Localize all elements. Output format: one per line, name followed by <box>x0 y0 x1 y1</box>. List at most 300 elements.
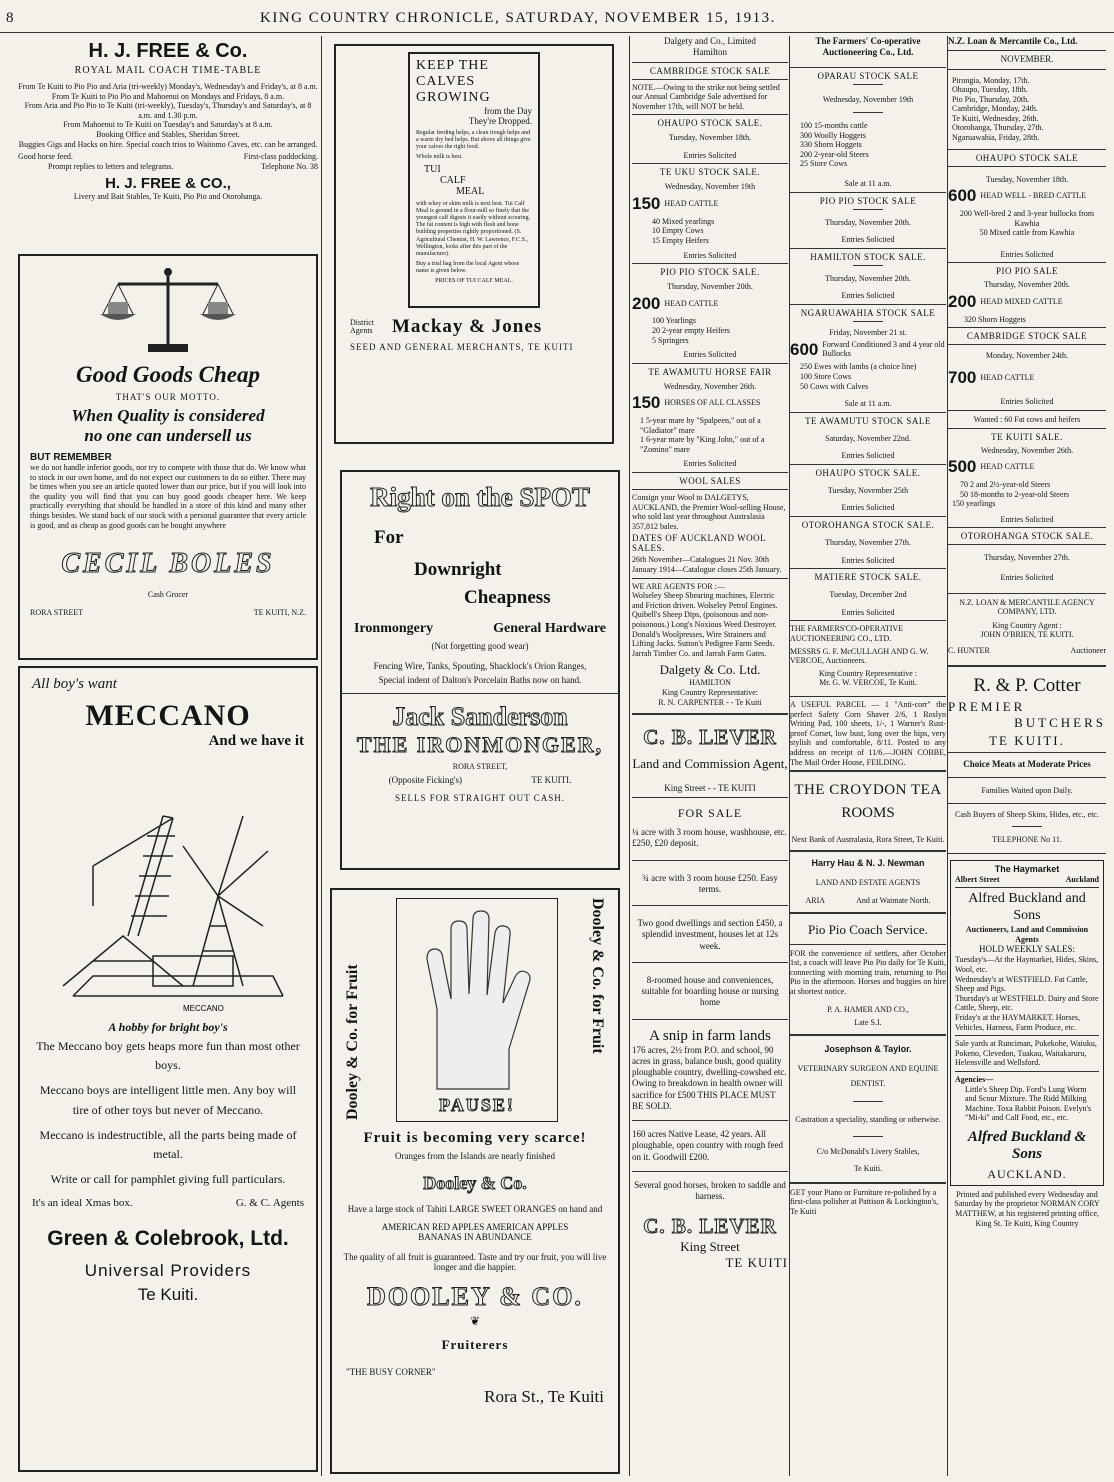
entries: Entries Solicited <box>683 150 737 160</box>
ornament: ❦ <box>469 1314 481 1328</box>
scales-icon <box>88 264 248 358</box>
town-text: TE KUITI. <box>531 775 572 785</box>
sale-date-list-item: Ohaupo, Tuesday, 18th. <box>952 85 1028 95</box>
brand: MECCANO <box>85 699 251 732</box>
sale-time: Sale at 11 a.m. <box>844 399 892 409</box>
header-rule <box>0 32 1114 33</box>
headline-line: CALVES <box>416 74 476 89</box>
stock-line: Have a large stock of Tahiti LARGE SWEET ORANGES on hand and <box>347 1204 603 1214</box>
subhead: from the Day <box>484 106 532 116</box>
head-type: Forward Conditioned 3 and 4 year old Bullocks <box>822 340 945 358</box>
entries: Entries Solicited <box>841 291 895 301</box>
entries: Entries Solicited <box>1000 249 1054 259</box>
stock-item: 1 6-year mare by "King John," out of a "Zomino" mare <box>640 435 765 454</box>
meccano-model-illustration <box>33 756 303 1016</box>
wanted: Wanted : 60 Fat cows and heifers <box>973 415 1081 425</box>
free-coach-ad <box>18 40 318 202</box>
coach-body: FOR the convenience of settlers, after October 1st, a coach will leave Pio Pio daily for Te Kuiti, connecting with morning train, returning to Pio Pio in the afternoon. Horses and buggies on hire at shortest notice. <box>790 948 946 996</box>
snip-heading: A snip in farm lands <box>649 1027 771 1044</box>
head-count: 150 <box>632 393 661 413</box>
auctioneer-title: Auctioneer <box>1070 645 1106 655</box>
column-3 <box>632 36 788 1478</box>
sale-date: Tuesday, November 18th. <box>668 133 752 143</box>
sale-date: Thursday, November 20th. <box>825 217 911 227</box>
quality-line: The quality of all fruit is guaranteed. Taste and try our fruit, you will live longer and die happier. <box>343 1252 607 1272</box>
auctioneer-name: C. HUNTER <box>948 645 990 655</box>
replies-text: Prompt replies to letters and telegrams. <box>48 161 174 171</box>
merchant-name: Jack Sanderson <box>392 702 568 731</box>
timetable-line: From Te Kuiti to Pio Pio and Aria (tri-weekly) Monday's, Wednesday's and Friday's, at 8 a.m. <box>18 82 318 91</box>
page-title: KING COUNTRY CHRONICLE, SATURDAY, NOVEMBER 15, 1913. <box>260 10 776 26</box>
stock-item: 50 Cows with Calves <box>800 381 869 391</box>
firm-name: Alfred Buckland and Sons <box>968 891 1086 924</box>
entries: Entries Solicited <box>841 607 895 617</box>
sale-title: TE AWAMUTU STOCK SALE <box>805 415 931 426</box>
jt-address: C/o McDonald's Livery Stables, <box>816 1146 920 1156</box>
stock-item: 330 Shorn Hoggets <box>800 140 862 150</box>
head-count: 200 <box>632 293 661 313</box>
entries: Entries Solicited <box>1000 397 1054 407</box>
sale-date: Thursday, November 20th. <box>984 280 1070 290</box>
merchant-role: THE IRONMONGER, <box>356 732 604 757</box>
lever-name-footer: C. B. LEVER <box>643 1214 777 1239</box>
cotter-name: R. & P. Cotter <box>973 675 1081 697</box>
sale-date: Wednesday, November 26th. <box>980 445 1074 455</box>
paragraph: Write or call for pamphlet giving full particulars. <box>50 1172 286 1187</box>
side-slogan-left <box>340 898 370 1123</box>
street: RORA STREET <box>30 607 84 617</box>
head-count: 600 <box>948 186 977 206</box>
weekly-sales: HOLD WEEKLY SALES: <box>978 944 1076 955</box>
agencies-list: Little's Sheep Dip. Ford's Lung Worm and Scour Mixture. The Ridd Milking Machine. Toxa Rabbit Poison. Evelyn's "Mi-ki" and Calf Food, etc., etc. <box>965 1084 1092 1123</box>
listing: 160 acres Native Lease, 42 years. All ploughable, open country with rough feed on it. Goodwill £200. <box>632 1129 783 1162</box>
sale-title: OTOROHANGA STOCK SALE. <box>801 520 935 531</box>
firm-name: Green & Colebrook, Ltd. <box>47 1227 289 1251</box>
listing: Two good dwellings and section £450, a splendid investment, houses let at 12s week. <box>637 918 783 951</box>
buckland-ad <box>950 860 1104 1186</box>
ironmongery: Ironmongery <box>354 621 434 636</box>
have-line: And we have it <box>208 733 304 749</box>
oranges-line: Oranges from the Islands are nearly finished <box>395 1151 555 1161</box>
buyers: Cash Buyers of Sheep Skins, Hides, etc., etc. <box>955 810 1099 820</box>
sale-title: PIO PIO STOCK SALE. <box>660 267 760 278</box>
timetable-line: From Aria and Pio Pio to Te Kuiti (tri-weekly), Tuesday's, Thursday's and Saturday's, at 8 a.m. and 1.30 p.m. <box>24 101 312 120</box>
head-count: 150 <box>632 194 661 214</box>
head-type: HEAD CATTLE <box>664 298 719 308</box>
sale-date: Friday, November 21 st. <box>829 328 907 338</box>
rep-label: King Country Representative: <box>662 687 758 697</box>
sale-day: Friday's at the HAYMARKET. Horses, Vehicles, Harness, Farm Produce, etc. <box>955 1012 1080 1032</box>
sale-title: HAMILTON STOCK SALE. <box>810 251 926 262</box>
address-row <box>30 608 306 618</box>
jack-sanderson-ad <box>340 470 620 870</box>
model-label: MECCANO <box>183 1004 224 1013</box>
dooley-name-large: DOOLEY & CO. <box>367 1282 583 1311</box>
town: TE KUITI, N.Z. <box>253 607 306 617</box>
merchant-role: Cash Grocer <box>147 590 189 600</box>
paragraph: Buy a trial bag from the local Agent whose name is given below. <box>416 261 520 275</box>
street: RORA STREET, <box>452 762 508 771</box>
buckland-town: AUCKLAND. <box>987 1166 1067 1181</box>
firm-name: N.Z. LOAN & MERCANTILE AGENCY COMPANY, LTD. <box>959 597 1095 617</box>
dooley-fruit-ad <box>330 888 620 1474</box>
sale-title: OTOROHANGA STOCK SALE. <box>960 531 1094 542</box>
stock-line <box>632 295 788 314</box>
fruiterers: Fruiterers <box>441 1337 509 1352</box>
head-count: 600 <box>790 339 819 359</box>
cash-line: SELLS FOR STRAIGHT OUT CASH. <box>395 793 565 803</box>
hau-branch: And at Waimate North. <box>856 895 931 905</box>
stock-item: 1 5-year mare by "Spalpeen," out of a "Gladiator" mare <box>640 416 761 435</box>
jt-role: VETERINARY SURGEON AND EQUINE DENTIST. <box>797 1063 939 1089</box>
section-head: Dalgety and Co., Limited <box>664 36 756 46</box>
stock-item: 250 Ewes with lambs (a choice line) <box>800 362 917 372</box>
quality-line: When Quality is considered <box>71 406 265 425</box>
croydon-title: ROOMS <box>841 805 895 822</box>
agents-name: Mackay & Jones <box>392 316 543 338</box>
head-count: 200 <box>948 291 977 311</box>
hau-address <box>790 896 946 906</box>
agents-row <box>350 316 598 338</box>
downright-line: Downright <box>414 559 502 580</box>
listing: 176 acres, 2½ from P.O. and school, 90 acres in grass, balance bush, good quality ploughable country, dwelling-cowshed etc. Owing to breakdown in health owner will sacrifice for £500 THIS PLACE MUST BE SOLD. <box>632 1044 787 1111</box>
haymarket: The Haymarket <box>994 863 1060 874</box>
product-line: TUI <box>424 163 441 175</box>
dates-body: 26th November—Catalogues 21 Nov. 30th January 1914—Catalogue closes 25th January. <box>632 555 782 574</box>
stock-item: 25 Store Cows <box>800 159 848 169</box>
sale-date-list-item: Pirongia, Monday, 17th. <box>952 75 1030 85</box>
scarce-line: Fruit is becoming very scarce! <box>363 1130 587 1146</box>
headline: Good Goods Cheap <box>75 362 260 387</box>
cheapness-line: Cheapness <box>464 587 551 608</box>
paragraph: Meccano boys are intelligent little men. Any boy will tire of other toys but never of Meccano. <box>39 1083 297 1117</box>
sale-time: Sale at 11 a.m. <box>844 179 892 189</box>
section-head: N.Z. Loan & Mercantile Co., Ltd. <box>948 36 1078 46</box>
agents-trade: SEED AND GENERAL MERCHANTS, TE KUITI <box>350 342 574 353</box>
ad-title: H. J. FREE & Co. <box>88 40 248 62</box>
providers: Universal Providers <box>84 1261 252 1281</box>
piano-ad: GET your Piano or Furniture re-polished by a first-class polisher at Pattison & Lockington's, Te Kuiti <box>790 1187 939 1216</box>
sale-date: Tuesday, December 2nd <box>829 590 907 600</box>
listing: ¾ acre with 3 room house £250. Easy terms. <box>642 872 778 894</box>
rep-name: Mr. G. W. VERCOE, Te Kuiti. <box>819 678 917 688</box>
side-slogan-right <box>580 898 610 1123</box>
sale-date-list-item: Pio Pio, Thursday, 20th. <box>952 94 1030 104</box>
quality-line: no one can undersell us <box>84 426 252 445</box>
apples-line: AMERICAN RED APPLES AMERICAN APPLES <box>381 1222 569 1232</box>
for-sale: FOR SALE <box>677 806 743 821</box>
butchers: BUTCHERS <box>1014 715 1106 731</box>
sale-title: OPARAU STOCK SALE <box>817 70 919 81</box>
entries: Entries Solicited <box>841 503 895 513</box>
bananas-line: BANANAS IN ABUNDANCE <box>418 1232 532 1242</box>
product-line: MEAL <box>456 185 485 197</box>
kicker: All boy's want <box>32 676 117 692</box>
sale-title: TE UKU STOCK SALE. <box>659 167 761 178</box>
lever-street: King Street - - TE KUITI <box>664 782 756 793</box>
head-type: HEAD MIXED CATTLE <box>980 296 1063 306</box>
families: Families Waited upon Daily. <box>981 785 1073 795</box>
product-line: CALF <box>440 174 466 186</box>
sale-title: NGARUAWAHIA STOCK SALE <box>800 308 936 319</box>
dooley-copy <box>338 1130 612 1407</box>
sale-date-list-item: Otorohanga, Thursday, 27th. <box>952 123 1044 133</box>
timetable-line: From Te Kuiti to Pio Pio and Mahoenui on Mondays and Fridays, 8 a.m. <box>51 91 285 101</box>
sale-date: Wednesday, November 19th <box>822 94 914 104</box>
merchant-name: CECIL BOLES <box>61 548 275 580</box>
entries: Entries Solicited <box>1000 514 1054 524</box>
stock-line <box>632 195 788 214</box>
column-rule <box>629 36 630 1476</box>
section-head: Hamilton <box>693 47 727 58</box>
stock-line <box>790 341 946 360</box>
entries: Entries Solicited <box>841 555 895 565</box>
hau-role: LAND AND ESTATE AGENTS <box>815 877 921 887</box>
sale-title: WOOL SALES <box>679 476 741 487</box>
busy-corner: "THE BUSY CORNER" <box>346 1367 436 1377</box>
cecil-boles-ad <box>18 254 318 660</box>
parcel-ad: A USEFUL PARCEL — 1 "Anti-corr" the perfect Safety Corn Shaver 2/6, 1 Roslyn Writing Pad, 100 sheets, 1/-, 1 Warner's Rust-proof Corset, low bust, long over the hips, very stylish and comfortable, 8/11. Posted to any address on receipt of 11/6.—JOHN COBBE, The Mail Order House, FEILDING. <box>790 700 946 767</box>
xmas-text: It's an ideal Xmas box. <box>32 1197 133 1210</box>
stock-line <box>632 394 788 413</box>
paragraph: with whey or skim milk is next best. Tui Calf Meal is ground in a flour-mill so finely that the youngest calf digests it easily without scouring. The fat content is high with flesh and bone building properties rightly proportioned. (S. Agricultural Chemist, H. W. Lawrence, F.C.S., Wellington, looks after this part of the manufacture). <box>416 200 531 257</box>
section-head: Auctioneering Co., Ltd. <box>822 47 914 58</box>
lever-street-footer: King Street <box>680 1239 740 1255</box>
sale-title: OHAUPO STOCK SALE. <box>657 118 763 129</box>
firm-town: HAMILTON <box>689 678 731 688</box>
agents-title: WE ARE AGENTS FOR :— <box>632 581 725 591</box>
sale-title: OHAUPO STOCK SALE. <box>815 467 921 478</box>
sale-date-list-item: Cambridge, Monday, 24th. <box>952 104 1038 114</box>
sale-date: Monday, November 24th. <box>985 351 1069 361</box>
paragraph: The Meccano boy gets heaps more fun than most other boys. <box>36 1039 300 1073</box>
firm-role: Auctioneers, Land and Commission Agents <box>965 924 1089 944</box>
section-head: The Farmers' Co-operative <box>815 36 921 46</box>
croydon-title: THE CROYDON TEA <box>794 782 942 799</box>
sale-date: Wednesday, November 19th <box>664 182 756 192</box>
feed-text: Good horse feed. <box>18 152 73 162</box>
town: Te Kuiti. <box>137 1285 199 1305</box>
column-4 <box>790 36 946 1478</box>
stock-item: 5 Springers <box>652 335 689 345</box>
city: Auckland <box>1065 874 1099 884</box>
fencing-line: Fencing Wire, Tanks, Spouting, Shacklock's Orion Ranges, <box>373 661 587 671</box>
auctioneer-row <box>948 646 1106 656</box>
remember: BUT REMEMBER <box>30 452 112 463</box>
auctioneers: MESSRS G. F. McCULLAGH AND G. W. VERCOE, Auctioneers. <box>790 646 929 666</box>
jt-castration: Castration a speciality, standing or otherwise. <box>795 1115 941 1125</box>
listing: Several good horses, broken to saddle and harness. <box>634 1179 786 1202</box>
stock-line <box>948 458 1106 477</box>
head-type: HEAD CATTLE <box>980 462 1035 472</box>
side-slogan-text: Dooley & Co. for Fruit <box>344 964 361 1120</box>
head-type: HEAD WELL - BRED CATTLE <box>980 191 1087 201</box>
column-rule <box>321 36 322 1476</box>
hau-town: ARIA <box>805 895 826 905</box>
hand-icon <box>397 899 557 1095</box>
street: Albert Street <box>955 874 1000 884</box>
agencies-label: Agencies— <box>955 1074 994 1084</box>
ad-subtitle: ROYAL MAIL COACH TIME-TABLE <box>74 65 262 76</box>
imprint: Printed and published every Wednesday and Saturday by the proprietor NORMAN CORY MATTHEW, at his registered printing office, King St. Te Kuiti, King Country <box>954 1189 1100 1228</box>
sale-date: Thursday, November 20th. <box>667 282 753 292</box>
stock-line <box>948 369 1106 388</box>
rep-label: King Country Agent : <box>992 620 1062 630</box>
head-count: 500 <box>948 457 977 477</box>
head-type: HEAD CATTLE <box>980 372 1035 382</box>
forget-line: (Not forgetting good wear) <box>431 641 529 651</box>
lever-town-footer: TE KUITI <box>725 1255 788 1271</box>
calf-meal-panel <box>408 52 540 308</box>
xmas-row <box>32 1197 304 1209</box>
column-1 <box>18 36 318 1478</box>
stock-item: 70 2 and 2½-year-old Steers <box>960 479 1051 489</box>
ad-body: we do not handle inferior goods, nor try to compete with those that do. We know what to stock in our own home, and do not expect our customers to do so either. There may be times when you see an article quoted lower than our price, but if you will look into the quality you will find that you can buy good goods cheaper here. We keep practically everything that should be handled in a store of this kind and many other things besides. We stand back of our stock with a personal guarantee that every article is good, and as cheap as good goods can be bought anywhere <box>30 463 306 530</box>
stock-item: 20 2-year empty Heifers <box>652 326 730 335</box>
lever-name: C. B. LEVER <box>643 725 777 750</box>
stock-item: 300 Woolly Hoggets <box>800 130 866 140</box>
stock-line <box>948 187 1106 206</box>
stock-item: 100 Yearlings <box>652 316 697 326</box>
sale-title: OHAUPO STOCK SALE <box>975 152 1079 163</box>
motto: THAT'S OUR MOTTO. <box>115 392 221 402</box>
sale-title: MATIERE STOCK SALE. <box>814 572 922 583</box>
entries: Entries Solicited <box>1000 572 1054 582</box>
address: Rora St., Te Kuiti <box>484 1387 604 1406</box>
premier: PREMIER <box>948 699 1026 715</box>
signature-logo: Alfred Buckland & Sons <box>967 1128 1087 1162</box>
yards: Sale yards at Runciman, Pukekohe, Waiuku, Pokeno, Clevedon, Tuakau, Waitakaruru, Helensville and Wellsford. <box>955 1039 1097 1068</box>
opposite-text: (Opposite Ficking's) <box>388 775 463 785</box>
sale-date-list-item: Te Kuiti, Wednesday, 26th. <box>952 113 1039 123</box>
agents-body: Wolseley Sheep Shearing machines, Electric and Friction driven. Wolseley Petrol Engines. Quibell's Sheep Dips, (poisonous and non-poisonous.) Long's Noxious Weed Destroyer. Donald's Woolpresses, Wire Strainers and Lifting Jacks. Sutton's Pedigree Farm Seeds. Jarrah Timber Co. and Jarrah Farm Gates. <box>632 591 778 658</box>
agents-text: G. & C. Agents <box>235 1197 304 1210</box>
rep-name: R. N. CARPENTER - - Te Kuiti <box>658 697 762 707</box>
head-count: 700 <box>948 367 977 387</box>
feed-row <box>18 152 318 162</box>
sale-title: TE KUITI SALE. <box>991 431 1063 442</box>
ad-footer-name: H. J. FREE & CO., <box>105 175 231 193</box>
stock-item: 320 Shorn Hoggets <box>964 314 1026 324</box>
note: NOTE.—Owing to the strike not being settled our Annual Cambridge Sale advertised for November 17th, will NOT be held. <box>632 82 780 111</box>
tagline: A hobby for bright boy's <box>108 1020 228 1034</box>
sale-date: Tuesday, November 25th <box>827 485 909 495</box>
sale-title: PIO PIO SALE <box>995 266 1058 277</box>
stock-item: 40 Mixed yearlings <box>652 216 715 226</box>
entries: Entries Solicited <box>841 235 895 245</box>
paragraph: Regular feeding helps, a clean trough helps and a warm dry bed helps. But above all things give your calves the right food. <box>416 130 531 151</box>
for-line: For <box>374 527 404 548</box>
sale-date-list-item: Ngaruawahia, Friday, 28th. <box>952 133 1040 143</box>
trade-row <box>354 621 606 637</box>
headline-line: GROWING <box>416 90 491 105</box>
prices-heading: PRICES OF TUI CALF MEAL. <box>435 278 513 285</box>
head-type: HEAD CATTLE <box>664 199 719 208</box>
coach-operator: P. A. HAMER AND CO., <box>827 1004 909 1014</box>
sale-day: Tuesday's—At the Haymarket, Hides, Skins, Wool, etc. <box>955 955 1099 974</box>
firm-name: Dalgety & Co. Ltd. <box>659 662 761 678</box>
pause-text: PAUSE! <box>439 1095 515 1115</box>
hand-illustration <box>396 898 558 1122</box>
headline: Right on the SPOT <box>370 482 590 512</box>
stock-item: 100 Store Cows <box>800 371 852 381</box>
stock-item: 50 18-months to 2-year-old Steers <box>960 489 1070 499</box>
replies-row <box>18 162 318 172</box>
sale-title: TE AWAMUTU HORSE FAIR <box>648 366 772 377</box>
timetable-line: Booking Office and Stables, Sheridan Street. <box>96 129 240 139</box>
firm-name: THE FARMERS'CO-OPERATIVE AUCTIONEERING CO., LTD. <box>790 624 904 644</box>
sale-date: Wednesday, November 26th. <box>663 381 757 391</box>
hau-name: Harry Hau & N. J. Newman <box>811 858 925 869</box>
district-agents-label: District Agents <box>350 317 374 336</box>
address-row <box>955 875 1099 885</box>
sale-title: CAMBRIDGE STOCK SALE <box>966 331 1088 342</box>
meats: Choice Meats at Moderate Prices <box>963 759 1091 770</box>
sale-title: PIO PIO STOCK SALE <box>819 195 917 206</box>
coach-title: Pio Pio Coach Service. <box>808 921 928 937</box>
hardware: General Hardware <box>493 621 606 636</box>
sale-date: Tuesday, November 18th. <box>985 174 1069 184</box>
sale-day: Thursday's at WESTFIELD. Dairy and Store Cattle, Sheep, etc. <box>955 993 1099 1013</box>
wool-body: Consign your Wool to DALGETYS, AUCKLAND, the Premier Wool-selling House, who sold last year throughout Australasia 357,812 bales. <box>632 493 786 531</box>
stock-item: 15 Empty Heifers <box>652 235 709 245</box>
side-slogan-text: Dooley & Co. for Fruit <box>589 898 606 1054</box>
tui-calf-meal-ad <box>334 44 614 444</box>
entries: Entries Solicited <box>683 459 737 469</box>
entries: Entries Solicited <box>683 250 737 260</box>
sale-date: Saturday, November 22nd. <box>825 433 911 443</box>
subhead: They're Dropped. <box>468 116 532 126</box>
paddock-text: First-class paddocking. <box>243 152 318 162</box>
stock-item: 50 Mixed cattle from Kawhia <box>979 228 1075 238</box>
paragraph: Meccano is indestructible, all the parts being made of metal. <box>39 1127 297 1161</box>
stock-item: 100 15-months cattle <box>800 121 868 131</box>
coach-late: Late S.I. <box>854 1018 882 1028</box>
croydon-address: Next Bank of Australasia, Rora Street, Te Kuiti. <box>791 835 945 845</box>
rep-name: JOHN O'BRIEN, TE KUITI. <box>980 630 1074 640</box>
telephone-text: Telephone No. 38 <box>261 161 318 171</box>
sale-date: Thursday, November 27th. <box>825 538 911 548</box>
paragraph: Whole milk is best. <box>416 153 463 160</box>
timetable-line: From Mahoenui to Te Kuiti on Tuesday's and Saturday's at 8 a.m. <box>63 120 273 130</box>
timetable-line: Buggies Gigs and Hacks on hire. Special coach trios to Waitomo Caves, etc. can be arranged. <box>18 139 318 149</box>
stock-item: 150 yearlings <box>952 499 996 509</box>
opposite-row <box>354 775 606 785</box>
stock-line <box>948 293 1106 312</box>
prices-table <box>416 284 532 302</box>
page-number: 8 <box>6 10 14 26</box>
entries: Entries Solicited <box>683 350 737 360</box>
stock-item: 10 Empty Cows <box>652 226 704 236</box>
stock-item: 200 Well-bred 2 and 3-year bullocks from Kawhia <box>959 208 1095 228</box>
jt-town: Te Kuiti. <box>853 1164 883 1174</box>
rep-label: King Country Representative : <box>819 668 917 678</box>
listing: 8-roomed house and conveniences, suitable for boarding house or nursing home <box>641 974 779 1008</box>
meccano-ad <box>18 666 318 1472</box>
cotter-town: TE KUITI. <box>989 733 1065 749</box>
sale-day: Wednesday's at WESTFIELD. Fat Cattle, Sheep and Pigs. <box>955 974 1088 994</box>
telephone: TELEPHONE No 11. <box>992 834 1062 844</box>
ad-footer-sub: Livery and Bait Stables, Te Kuiti, Pio Pio and Otorohanga. <box>73 192 263 202</box>
baths-line: Special indent of Dalton's Porcelain Baths now on hand. <box>378 675 582 685</box>
listing: ¼ acre with 3 room house, washhouse, etc. £250, £20 deposit. <box>632 827 787 849</box>
dates-title: DATES OF AUCKLAND WOOL SALES. <box>632 533 766 554</box>
masthead <box>0 0 1114 34</box>
column-5 <box>948 36 1106 1478</box>
jt-name: Josephson & Taylor. <box>824 1043 912 1054</box>
dooley-name: Dooley & Co. <box>423 1173 527 1193</box>
sale-date: Thursday, November 27th. <box>984 553 1070 563</box>
